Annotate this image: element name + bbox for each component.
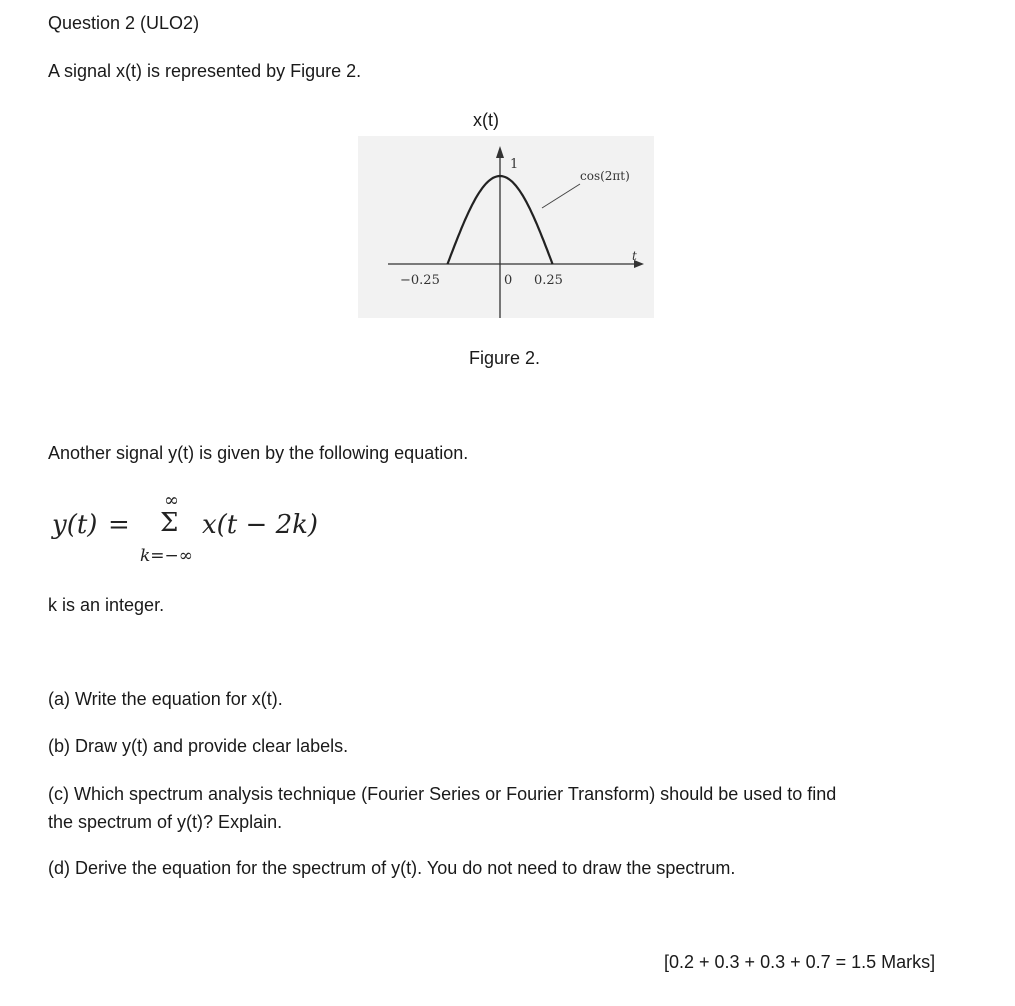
figure-2 (358, 136, 654, 318)
equation-equals: = (108, 510, 130, 540)
curve-label-leader (542, 184, 580, 208)
question-intro: A signal x(t) is represented by Figure 2. (48, 61, 362, 81)
sum-lower-limit: k=−∞ (140, 546, 193, 566)
figure-caption: Figure 2. (469, 348, 541, 368)
x-axis-arrow (496, 146, 504, 158)
equation (52, 490, 372, 576)
peak-label: 1 (510, 157, 519, 172)
part-c-line1: (c) Which spectrum analysis technique (Fourier Series or Fourier Transform) should be used to find (48, 784, 837, 804)
sum-upper-limit: ∞ (164, 490, 179, 511)
equation-rhs: x(t − 2k) (202, 510, 319, 540)
part-d: (d) Derive the equation for the spectrum of y(t). You do not need to draw the spectrum. (48, 858, 736, 878)
marks-allocation: [0.2 + 0.3 + 0.3 + 0.7 = 1.5 Marks] (664, 952, 936, 972)
t-axis-label: t (632, 249, 637, 263)
tick-label-neg: −0.25 (400, 273, 440, 288)
part-b: (b) Draw y(t) and provide clear labels. (48, 736, 349, 756)
sum-sigma: Σ (160, 508, 179, 538)
signal-plot (358, 136, 654, 318)
equation-lhs: y(t) (52, 510, 98, 540)
tick-label-zero: 0 (504, 273, 513, 288)
another-signal-text: Another signal y(t) is given by the following equation. (48, 443, 469, 463)
part-c-line2: the spectrum of y(t)? Explain. (48, 812, 283, 832)
figure-title: x(t) (473, 110, 499, 130)
tick-label-pos: 0.25 (534, 273, 563, 288)
curve-label: cos(2πt) (580, 169, 630, 183)
k-note: k is an integer. (48, 595, 165, 615)
part-a: (a) Write the equation for x(t). (48, 689, 283, 709)
question-heading: Question 2 (ULO2) (48, 13, 200, 33)
